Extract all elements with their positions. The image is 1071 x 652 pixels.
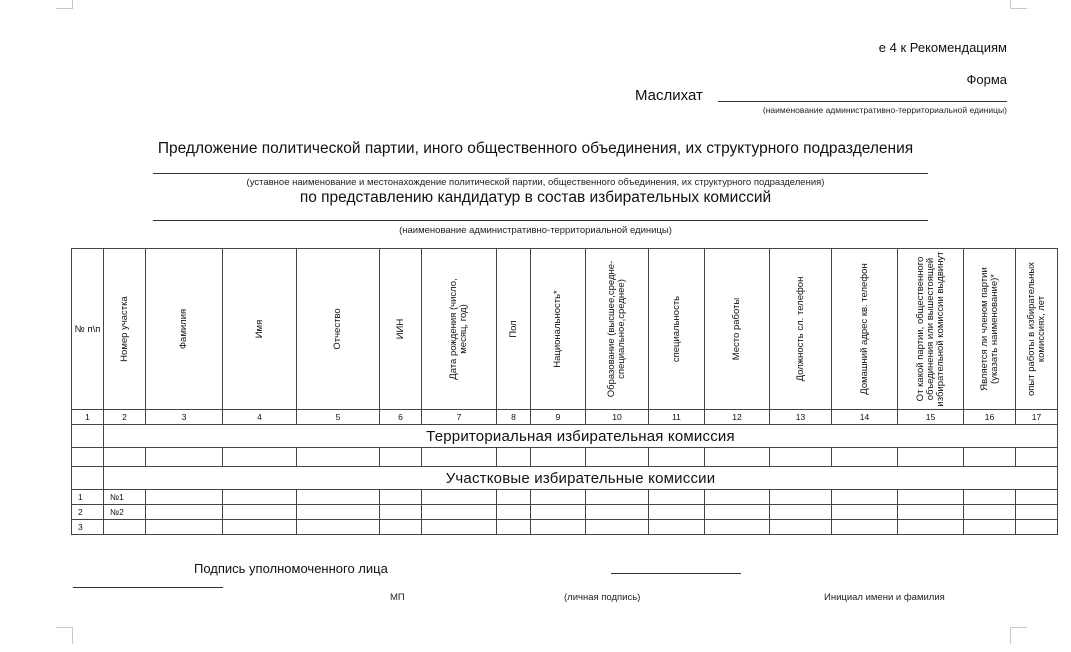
header-label: Фамилия: [178, 308, 189, 350]
table-cell[interactable]: [770, 520, 832, 535]
title-hint-2: (наименование административно-территориальной единицы): [399, 225, 672, 236]
appendix-label: е 4 к Рекомендациям: [878, 40, 1007, 55]
header-label: ИИН: [394, 318, 406, 340]
table-cell[interactable]: [422, 448, 497, 467]
table-cell[interactable]: [586, 448, 649, 467]
header-cell: [964, 249, 1016, 410]
header-label: № п\п: [74, 323, 101, 335]
header-label: Образование (высшее,средне-специальное,среднее): [606, 260, 627, 398]
precinct-number: №1: [104, 490, 146, 505]
table-cell[interactable]: [497, 520, 531, 535]
table-cell[interactable]: [1016, 520, 1058, 535]
table-cell[interactable]: [531, 490, 586, 505]
table-cell[interactable]: [898, 505, 964, 520]
table-cell[interactable]: [380, 505, 422, 520]
header-cell: [422, 249, 497, 410]
header-cell: [649, 249, 705, 410]
crop-mark-bottom-right: [1010, 627, 1027, 644]
table-cell[interactable]: [832, 505, 898, 520]
signature-label: Подпись уполномоченного лица: [194, 561, 388, 576]
signature-line-right: [611, 573, 741, 574]
table-cell[interactable]: [832, 520, 898, 535]
table-cell[interactable]: [297, 490, 380, 505]
table-cell[interactable]: [1016, 505, 1058, 520]
initials-hint: Инициал имени и фамилия: [824, 592, 945, 603]
signature-line-left: [73, 587, 223, 588]
header-label: Национальность*: [552, 290, 563, 368]
column-number: 5: [297, 410, 380, 425]
header-cell: [586, 249, 649, 410]
header-label: опыт работы в избирательных комиссиях, лет: [1025, 261, 1047, 397]
table-cell[interactable]: [1016, 448, 1058, 467]
title-hint-1: (уставное наименование и местонахождение политической партии, общественного объединения, их структурного подразделения): [246, 177, 825, 188]
table-cell[interactable]: [964, 448, 1016, 467]
section-title-precinct: Участковые избирательные комиссии: [104, 467, 1058, 490]
stamp-label: МП: [390, 592, 405, 603]
table-cell[interactable]: [422, 520, 497, 535]
row-number: 3: [72, 520, 104, 535]
table-cell[interactable]: [146, 505, 223, 520]
crop-mark-bottom-left: [56, 627, 73, 644]
header-cell: [898, 249, 964, 410]
table-cell[interactable]: [705, 490, 770, 505]
table-cell[interactable]: [586, 520, 649, 535]
table-cell[interactable]: [586, 505, 649, 520]
column-number: 13: [770, 410, 832, 425]
table-cell[interactable]: [146, 490, 223, 505]
document-subtitle: по представлению кандидатур в состав избирательных комиссий: [299, 189, 772, 206]
table-cell[interactable]: [770, 505, 832, 520]
table-cell[interactable]: [223, 520, 297, 535]
header-cell: [104, 249, 146, 410]
header-cell: [146, 249, 223, 410]
column-number: 4: [223, 410, 297, 425]
form-label: Форма: [966, 72, 1007, 87]
header-label: Домашний адрес кв. телефон: [858, 263, 870, 395]
maslikhat-label: Маслихат: [635, 87, 703, 104]
header-cell: [531, 249, 586, 410]
table-cell[interactable]: [497, 448, 531, 467]
table-cell[interactable]: [223, 505, 297, 520]
table-cell[interactable]: [531, 520, 586, 535]
title-line-1: [153, 173, 928, 174]
table-cell[interactable]: [223, 490, 297, 505]
header-label: Должность сл. телефон: [794, 276, 806, 382]
table-cell[interactable]: [649, 448, 705, 467]
table-cell[interactable]: [422, 490, 497, 505]
table-cell[interactable]: [832, 448, 898, 467]
candidates-table: [71, 248, 1058, 535]
header-label: Является ли членом партии (указать наименование)*: [978, 267, 1000, 391]
column-number: 7: [422, 410, 497, 425]
section-title-territorial: Территориальная избирательная комиссия: [104, 425, 1058, 448]
row-number: 2: [72, 505, 104, 520]
maslikhat-hint: (наименование административно-территориальной единицы): [762, 105, 1007, 115]
table-cell[interactable]: [297, 520, 380, 535]
crop-mark-top-left: [56, 0, 73, 9]
column-number: 1: [72, 410, 104, 425]
table-cell[interactable]: [770, 490, 832, 505]
column-number: 14: [832, 410, 898, 425]
table-cell[interactable]: [146, 520, 223, 535]
column-number: 9: [531, 410, 586, 425]
header-label: Дата рождения (число, месяц, год): [448, 278, 469, 380]
document-title: Предложение политической партии, иного общественного объединения, их структурного подразделения: [157, 140, 914, 157]
table-cell[interactable]: [705, 505, 770, 520]
column-number: 6: [380, 410, 422, 425]
title-line-2: [153, 220, 928, 221]
row-number: 1: [72, 490, 104, 505]
header-label: Пол: [507, 320, 519, 338]
column-number: 10: [586, 410, 649, 425]
table-cell[interactable]: [1016, 490, 1058, 505]
column-number: 2: [104, 410, 146, 425]
column-number: 3: [146, 410, 223, 425]
crop-mark-top-right: [1010, 0, 1027, 9]
header-label: специальность: [670, 295, 682, 363]
maslikhat-line: [718, 101, 1007, 102]
header-label: Место работы: [731, 297, 742, 361]
column-number: 17: [1016, 410, 1058, 425]
header-label: Имя: [253, 319, 265, 339]
table-cell[interactable]: [497, 490, 531, 505]
header-label: Отчество: [332, 308, 343, 350]
header-cell: [1016, 249, 1058, 410]
header-row: [72, 249, 1058, 410]
header-cell: [72, 249, 104, 410]
table-cell[interactable]: [705, 520, 770, 535]
header-cell: [770, 249, 832, 410]
table-cell[interactable]: [497, 505, 531, 520]
table-cell[interactable]: [770, 448, 832, 467]
table-cell[interactable]: [380, 448, 422, 467]
table-row: [72, 505, 1058, 520]
table-cell[interactable]: [531, 505, 586, 520]
table-cell[interactable]: [586, 490, 649, 505]
table-cell[interactable]: [649, 505, 705, 520]
column-number: 8: [497, 410, 531, 425]
table-row: [72, 448, 1058, 467]
section-row-territorial: [72, 425, 1058, 448]
section-spacer-cell: [72, 425, 104, 448]
header-cell: [380, 249, 422, 410]
table-cell[interactable]: [898, 490, 964, 505]
table-cell[interactable]: [223, 448, 297, 467]
table-row: [72, 490, 1058, 505]
table-row: [72, 520, 1058, 535]
header-label: Номер участка: [118, 296, 130, 362]
precinct-number: №2: [104, 505, 146, 520]
header-cell: [497, 249, 531, 410]
table-cell[interactable]: [964, 520, 1016, 535]
table-cell[interactable]: [964, 490, 1016, 505]
table-cell[interactable]: [649, 520, 705, 535]
table-cell[interactable]: [898, 448, 964, 467]
table-cell[interactable]: [72, 448, 104, 467]
section-spacer-cell: [72, 467, 104, 490]
table-cell[interactable]: [104, 448, 146, 467]
header-label: От какой партии, общественного объединения или вышестоящей избирательной комиссии выдвинут: [914, 251, 946, 407]
table-cell[interactable]: [380, 520, 422, 535]
column-number: 11: [649, 410, 705, 425]
column-number: 12: [705, 410, 770, 425]
table-cell[interactable]: [832, 490, 898, 505]
table-cell[interactable]: [297, 505, 380, 520]
header-cell: [223, 249, 297, 410]
column-number: 15: [898, 410, 964, 425]
table-cell[interactable]: [297, 448, 380, 467]
header-cell: [297, 249, 380, 410]
section-row-precinct: [72, 467, 1058, 490]
table-cell[interactable]: [146, 448, 223, 467]
column-number-row: [72, 410, 1058, 425]
table-cell[interactable]: [531, 448, 586, 467]
table-cell[interactable]: [422, 505, 497, 520]
personal-signature-hint: (личная подпись): [564, 592, 641, 603]
table-cell[interactable]: [964, 505, 1016, 520]
precinct-number: [104, 520, 146, 535]
table-cell[interactable]: [380, 490, 422, 505]
table-cell[interactable]: [898, 520, 964, 535]
header-cell: [705, 249, 770, 410]
header-cell: [832, 249, 898, 410]
column-number: 16: [964, 410, 1016, 425]
table-cell[interactable]: [705, 448, 770, 467]
table-cell[interactable]: [649, 490, 705, 505]
